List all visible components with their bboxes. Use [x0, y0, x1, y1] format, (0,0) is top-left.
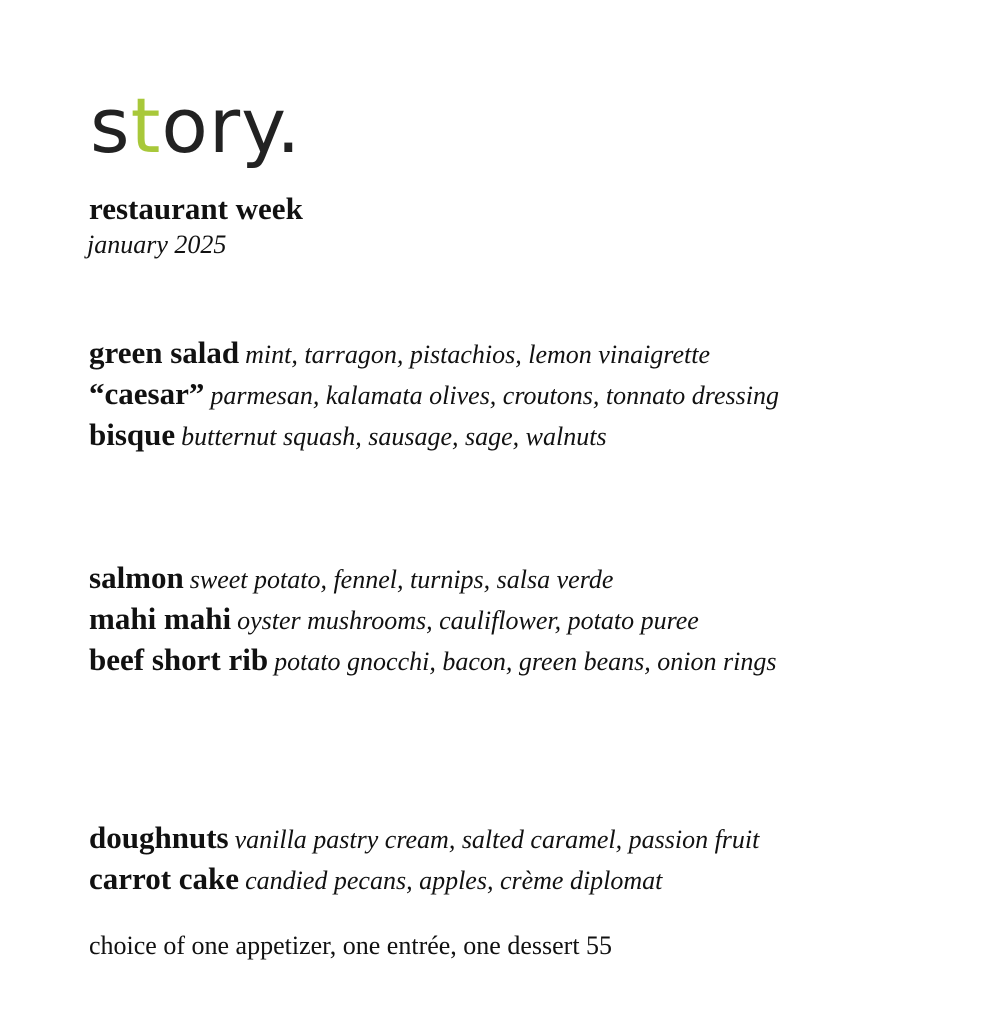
entrees-list	[89, 557, 776, 680]
dish-description: oyster mushrooms, cauliflower, potato puree	[237, 606, 699, 635]
menu-item	[89, 817, 759, 858]
menu-item	[89, 598, 776, 639]
dish-name: “caesar”	[89, 376, 205, 411]
dish-description: potato gnocchi, bacon, green beans, onion rings	[274, 647, 777, 676]
dish-description: parmesan, kalamata olives, croutons, tonnato dressing	[210, 381, 779, 410]
dish-name: mahi mahi	[89, 601, 232, 636]
menu-date: january 2025	[87, 230, 227, 259]
story-logo	[90, 81, 302, 170]
dish-name: salmon	[89, 560, 184, 595]
dish-name: beef short rib	[89, 642, 269, 677]
menu-title: restaurant week	[89, 191, 303, 226]
menu-item	[89, 332, 779, 373]
menu-item	[89, 858, 759, 899]
dish-name: green salad	[89, 335, 240, 370]
menu-item	[89, 557, 776, 598]
menu-item	[89, 373, 779, 414]
logo-text-suffix: ory.	[161, 81, 302, 170]
logo-text-prefix: s	[90, 81, 131, 170]
dish-description: mint, tarragon, pistachios, lemon vinaigrette	[245, 340, 710, 369]
logo-text-accent: t	[130, 81, 162, 170]
dish-name: carrot cake	[89, 861, 240, 896]
menu-item	[89, 414, 779, 455]
dish-name: bisque	[89, 417, 176, 452]
menu-item	[89, 639, 776, 680]
dish-name: doughnuts	[89, 820, 229, 855]
dish-description: butternut squash, sausage, sage, walnuts	[181, 422, 607, 451]
desserts-list	[89, 817, 759, 899]
dish-description: candied pecans, apples, crème diplomat	[245, 866, 663, 895]
dish-description: vanilla pastry cream, salted caramel, passion fruit	[234, 825, 760, 854]
appetizers-list	[89, 332, 779, 455]
price-note: choice of one appetizer, one entrée, one dessert 55	[89, 931, 613, 960]
dish-description: sweet potato, fennel, turnips, salsa verde	[189, 565, 614, 594]
